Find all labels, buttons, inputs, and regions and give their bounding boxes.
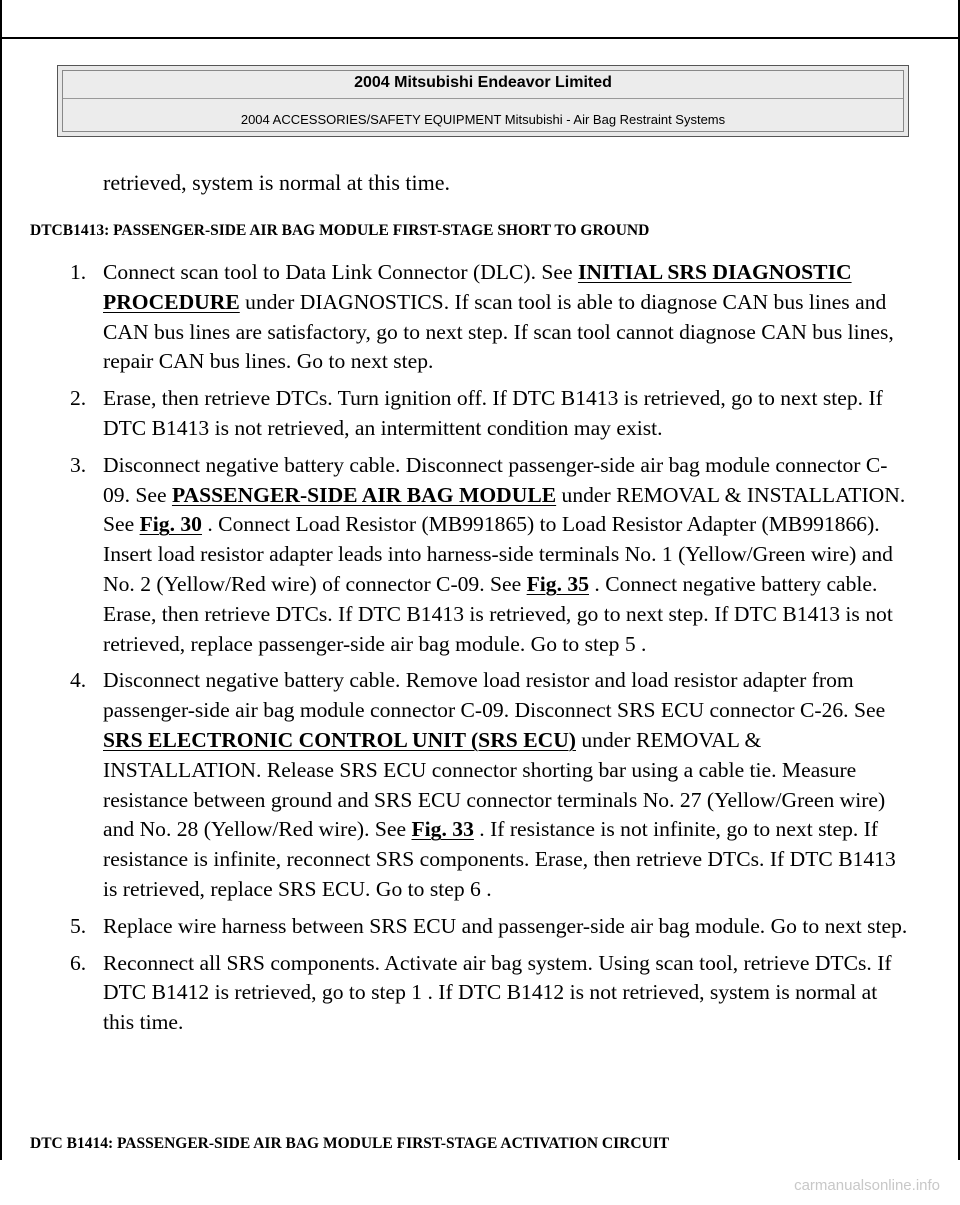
procedure-step bbox=[70, 666, 910, 904]
step-number: 2. bbox=[70, 386, 87, 411]
step-number: 6. bbox=[70, 950, 87, 975]
fig-30-link[interactable]: Fig. 30 bbox=[139, 512, 202, 537]
initial-srs-diagnostic-procedure-link[interactable]: INITIAL SRS DIAGNOSTIC PROCEDURE bbox=[103, 260, 852, 314]
step-number: 4. bbox=[70, 668, 87, 693]
page-left-rule bbox=[0, 0, 2, 1160]
document-header bbox=[57, 65, 909, 137]
continued-text: retrieved, system is normal at this time. bbox=[103, 170, 451, 195]
procedure-step bbox=[70, 949, 910, 1038]
step-text: Erase, then retrieve DTCs. Turn ignition off. If DTC B1413 is retrieved, go to next step. If DTC B1413 is not retrieved, an intermittent condition may exist. bbox=[103, 386, 883, 440]
step-number: 5. bbox=[70, 913, 87, 938]
page-top-rule bbox=[0, 37, 960, 39]
procedure-step bbox=[70, 258, 910, 377]
document-header-inner bbox=[62, 70, 904, 132]
step-text: Disconnect negative battery cable. Remove load resistor and load resistor adapter from passenger-side air bag module connector C-09. Disconnect SRS ECU connector C-26. See bbox=[103, 668, 886, 723]
header-divider bbox=[63, 98, 903, 99]
step-text: under REMOVAL & INSTALLATION. See bbox=[103, 482, 906, 537]
step-text: Reconnect all SRS components. Activate air bag system. Using scan tool, retrieve DTCs. If DTC B1412 is retrieved, go to step 1 . If DTC B1412 is not retrieved, system is normal at this time. bbox=[103, 950, 892, 1035]
vehicle-title: 2004 Mitsubishi Endeavor Limited bbox=[354, 74, 612, 91]
fig-33-link[interactable]: Fig. 33 bbox=[411, 817, 474, 842]
procedure-step bbox=[70, 384, 910, 444]
dtc-b1414-heading: DTC B1414: PASSENGER-SIDE AIR BAG MODULE FIRST-STAGE ACTIVATION CIRCUIT bbox=[30, 1135, 670, 1152]
step-number: 1. bbox=[70, 260, 87, 284]
step-text: Replace wire harness between SRS ECU and passenger-side air bag module. Go to next step. bbox=[103, 913, 908, 938]
procedure-step bbox=[70, 912, 910, 942]
step-text: . Connect Load Resistor (MB991865) to Load Resistor Adapter (MB991866). Insert load resistor adapter leads into harness-side terminals No. 1 (Yellow/Green wire) and No. 2 (Yellow/Red wire) of connector C-09. See bbox=[103, 512, 893, 596]
section-subtitle: 2004 ACCESSORIES/SAFETY EQUIPMENT Mitsubishi - Air Bag Restraint Systems bbox=[240, 112, 726, 127]
watermark: carmanualsonline.info bbox=[794, 1177, 940, 1194]
procedure-steps bbox=[70, 258, 910, 1045]
step-text: . If resistance is not infinite, go to next step. If resistance is infinite, reconnect SRS components. Erase, then retrieve DTCs. If DTC B1413 is retrieved, replace SRS ECU. Go to step 6 . bbox=[103, 817, 896, 901]
step-text: Disconnect negative battery cable. Disconnect passenger-side air bag module connector C-09. See bbox=[103, 452, 888, 507]
dtc-b1413-heading: DTCB1413: PASSENGER-SIDE AIR BAG MODULE FIRST-STAGE SHORT TO GROUND bbox=[30, 222, 650, 239]
step-number: 3. bbox=[70, 452, 87, 477]
step-text: under REMOVAL & INSTALLATION. Release SRS ECU connector shorting bar using a cable tie. Measure resistance between ground and SRS ECU connector terminals No. 27 (Yellow/Green wire) and No. 28 (Yellow/Red wire). See bbox=[103, 727, 886, 842]
srs-ecu-link[interactable]: SRS ELECTRONIC CONTROL UNIT (SRS ECU) bbox=[103, 727, 576, 752]
procedure-step bbox=[70, 451, 910, 660]
passenger-side-air-bag-module-link[interactable]: PASSENGER-SIDE AIR BAG MODULE bbox=[171, 482, 557, 507]
step-text: Connect scan tool to Data Link Connector (DLC). See bbox=[103, 260, 578, 284]
fig-35-link[interactable]: Fig. 35 bbox=[526, 571, 589, 596]
step-text: under DIAGNOSTICS. If scan tool is able to diagnose CAN bus lines and CAN bus lines are satisfactory, go to next step. If scan tool cannot diagnose CAN bus lines, repair CAN bus lines. Go to next step. bbox=[103, 289, 894, 374]
step-text: . Connect negative battery cable. Erase, then retrieve DTCs. If DTC B1413 is retrieved, go to next step. If DTC B1413 is not retrieved, replace passenger-side air bag module. Go to step 5 . bbox=[103, 571, 893, 656]
